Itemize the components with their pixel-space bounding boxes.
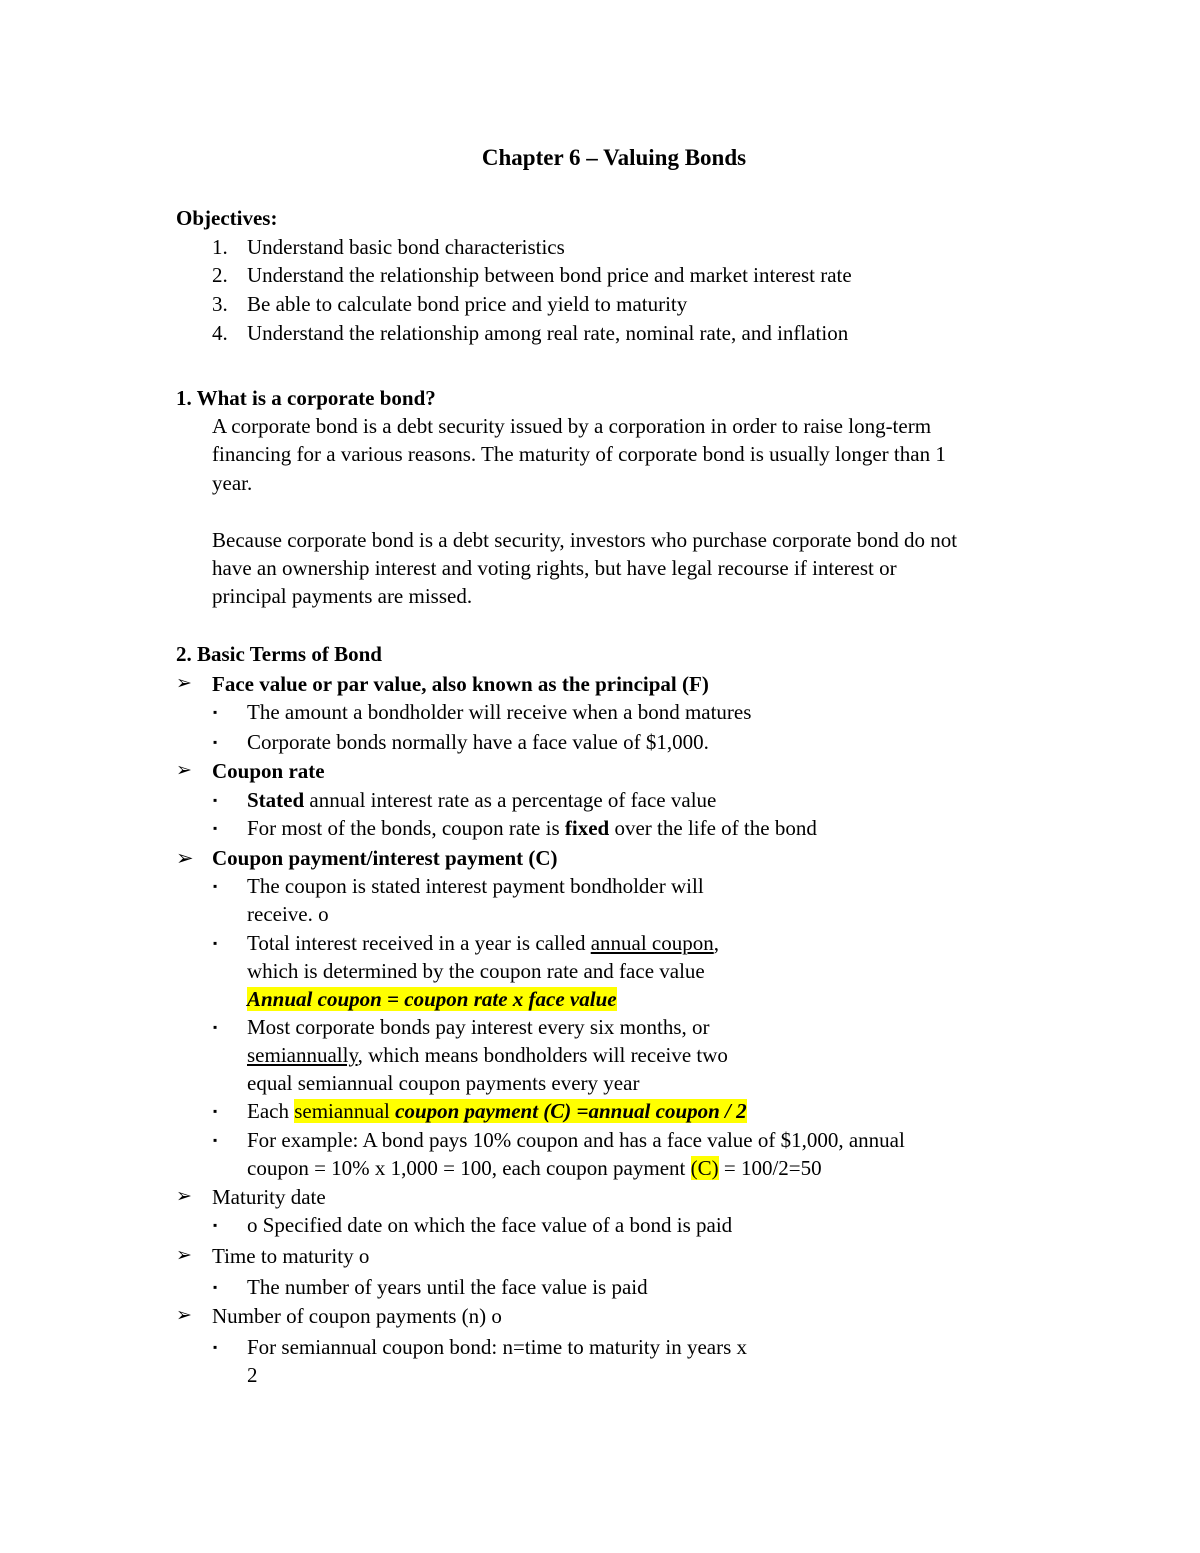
paragraph-line: have an ownership interest and voting rights, but have legal recourse if interest or	[212, 556, 897, 580]
underlined-term: annual coupon	[590, 931, 714, 955]
text-run: coupon = 10% x 1,000 = 100, each coupon payment	[247, 1156, 691, 1180]
text-run: annual interest rate as a percentage of face value	[304, 788, 717, 812]
square-bullet-icon: ▪	[213, 1280, 218, 1294]
objectives-heading: Objectives:	[176, 206, 278, 230]
square-bullet-icon: ▪	[213, 793, 218, 807]
bullet-text	[247, 1041, 728, 1069]
highlighted-text: semiannual	[294, 1099, 390, 1123]
bullet-text: The amount a bondholder will receive when a bond matures	[247, 700, 752, 724]
objective-text: Understand the relationship among real rate, nominal rate, and inflation	[247, 321, 849, 345]
objective-number: 3.	[212, 292, 228, 316]
term-coupon-rate: Coupon rate	[212, 759, 325, 783]
bullet-text: Most corporate bonds pay interest every six months, or	[247, 1015, 710, 1039]
text-run: = 100/2=50	[718, 1156, 822, 1180]
objective-text: Understand basic bond characteristics	[247, 235, 565, 259]
text-run: , which means bondholders will receive two	[357, 1043, 728, 1067]
page-title: Chapter 6 – Valuing Bonds	[481, 145, 747, 170]
arrow-bullet-icon: ➢	[176, 1245, 192, 1266]
bullet-text: For example: A bond pays 10% coupon and has a face value of $1,000, annual	[247, 1128, 905, 1152]
square-bullet-icon: ▪	[213, 1218, 218, 1232]
paragraph-line: A corporate bond is a debt security issued by a corporation in order to raise long-term	[212, 414, 932, 438]
text-run: over the life of the bond	[609, 816, 817, 840]
bold-text: fixed	[564, 816, 610, 840]
arrow-bullet-icon: ➢	[176, 760, 192, 781]
text-run: For most of the bonds, coupon rate is	[247, 816, 565, 840]
arrow-bullet-icon: ➢	[176, 673, 192, 694]
arrow-bullet-icon: ➢	[176, 1186, 192, 1207]
bullet-text: The coupon is stated interest payment bondholder will	[247, 874, 704, 898]
term-face-value: Face value or par value, also known as the principal (F)	[212, 672, 709, 696]
highlighted-text: (C)	[690, 1156, 719, 1180]
bullet-text: The number of years until the face value is paid	[247, 1275, 648, 1299]
underlined-term: semiannually	[247, 1043, 358, 1067]
text-run: Total interest received in a year is called	[247, 931, 591, 955]
term-maturity-date: Maturity date	[212, 1185, 326, 1209]
bullet-text	[247, 1097, 747, 1125]
paragraph-line: principal payments are missed.	[212, 584, 473, 608]
objective-number: 2.	[212, 263, 228, 287]
square-bullet-icon: ▪	[213, 735, 218, 749]
section-2-heading: 2. Basic Terms of Bond	[176, 642, 382, 666]
term-coupon-payment: Coupon payment/interest payment (C)	[212, 846, 558, 870]
bullet-text: equal semiannual coupon payments every year	[247, 1071, 640, 1095]
paragraph-line: Because corporate bond is a debt security, investors who purchase corporate bond do not	[212, 528, 958, 552]
arrow-bullet-icon: ➢	[176, 846, 194, 870]
arrow-bullet-icon: ➢	[176, 1305, 192, 1326]
bullet-text: Corporate bonds normally have a face value of $1,000.	[247, 730, 709, 754]
paragraph-line: year.	[212, 471, 253, 495]
bullet-text: 2	[247, 1363, 258, 1387]
objective-text: Understand the relationship between bond price and market interest rate	[247, 263, 852, 287]
square-bullet-icon: ▪	[213, 1104, 218, 1118]
square-bullet-icon: ▪	[213, 1020, 218, 1034]
highlighted-formula: coupon payment (C) =annual coupon / 2	[395, 1099, 747, 1123]
square-bullet-icon: ▪	[213, 1133, 218, 1147]
bullet-text: For semiannual coupon bond: n=time to maturity in years x	[247, 1335, 748, 1359]
bullet-text	[247, 786, 716, 814]
bullet-text: receive. o	[247, 902, 329, 926]
term-number-of-payments: Number of coupon payments (n) o	[212, 1304, 502, 1328]
bullet-text: o Specified date on which the face value of a bond is paid	[247, 1213, 733, 1237]
objective-number: 4.	[212, 321, 228, 345]
square-bullet-icon: ▪	[213, 705, 218, 719]
square-bullet-icon: ▪	[213, 821, 218, 835]
text-run: ,	[713, 931, 719, 955]
highlighted-formula: Annual coupon = coupon rate x face value	[247, 987, 617, 1011]
objective-number: 1.	[212, 235, 228, 259]
bullet-text	[247, 814, 817, 842]
square-bullet-icon: ▪	[213, 879, 218, 893]
term-time-to-maturity: Time to maturity o	[212, 1244, 370, 1268]
bullet-text	[247, 929, 719, 957]
text-run: Each	[247, 1099, 295, 1123]
bold-text: Stated	[247, 788, 305, 812]
square-bullet-icon: ▪	[213, 1340, 218, 1354]
section-1-heading: 1. What is a corporate bond?	[176, 386, 436, 410]
bullet-text	[247, 1154, 822, 1182]
square-bullet-icon: ▪	[213, 936, 218, 950]
formula-line	[247, 985, 617, 1013]
bullet-text: which is determined by the coupon rate and face value	[247, 959, 705, 983]
paragraph-line: financing for a various reasons. The maturity of corporate bond is usually longer than 1	[212, 442, 946, 466]
objective-text: Be able to calculate bond price and yield to maturity	[247, 292, 688, 316]
